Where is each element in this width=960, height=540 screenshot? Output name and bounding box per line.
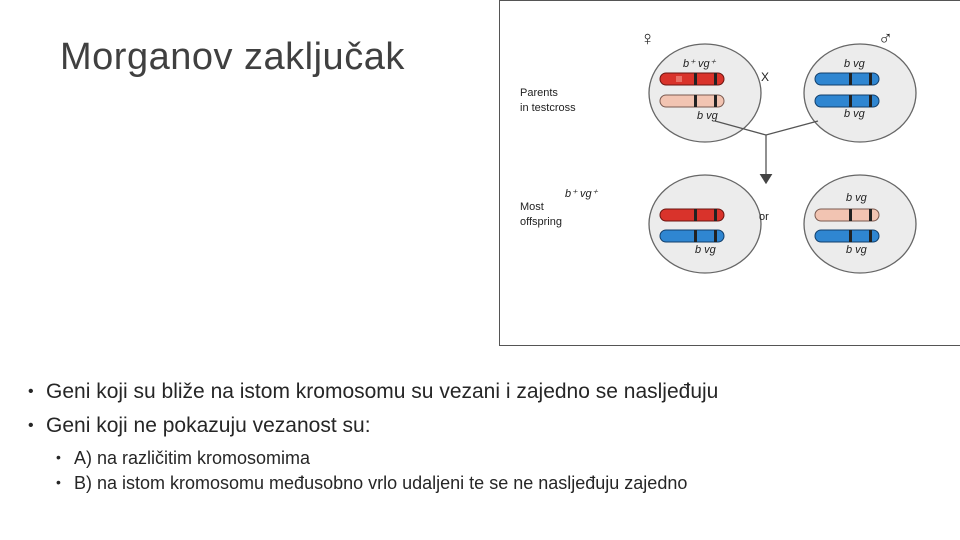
female-symbol: ♀: [640, 28, 655, 50]
testcross-diagram: [500, 1, 960, 347]
sub-bullet-item: [56, 448, 948, 469]
chromosome-female-red: [660, 73, 724, 85]
bullet-dot: •: [28, 383, 34, 400]
male-top-gene-label: b vg: [844, 58, 865, 70]
slide-title: Morganov zaključak: [60, 36, 405, 78]
cross-symbol: X: [761, 70, 770, 84]
female-top-gene-label: b⁺ vg⁺: [683, 58, 716, 70]
female-bottom-gene-label: b vg: [697, 110, 718, 122]
chromosome-offspring2-blue: [815, 230, 879, 242]
offspring-cell-2: [804, 175, 916, 273]
most-label: Most: [520, 201, 544, 213]
offspring2-top-gene-label: b vg: [846, 192, 867, 204]
chromosome-male-blue-2: [815, 95, 879, 107]
offspring-label: offspring: [520, 216, 562, 228]
parents-label: Parents: [520, 87, 558, 99]
sub-bullet-item: [56, 473, 948, 494]
male-symbol: ♂: [878, 28, 893, 50]
sub-bullet-text: A) na različitim kromosomima: [74, 448, 311, 468]
sub-bullet-text: B) na istom kromosomu međusobno vrlo udaljeni te se ne nasljeđuju zajedno: [74, 473, 688, 493]
bullet-text: Geni koji su bliže na istom kromosomu su vezani i zajedno se nasljeđuju: [46, 380, 719, 403]
chromosome-male-blue-1: [815, 73, 879, 85]
chromosome-offspring1-red: [660, 209, 724, 221]
bullet-item: [28, 414, 948, 438]
chromosome-female-pink: [660, 95, 724, 107]
bullet-list: [28, 380, 948, 498]
bullet-dot: •: [56, 474, 61, 490]
testcross-label: in testcross: [520, 102, 576, 114]
bullet-item: [28, 380, 948, 404]
offspring1-bottom-gene-label: b vg: [695, 244, 716, 256]
offspring2-bottom-gene-label: b vg: [846, 244, 867, 256]
offspring-cell-1: [649, 175, 761, 273]
male-bottom-gene-label: b vg: [844, 108, 865, 120]
bullet-dot: •: [28, 417, 34, 434]
offspring1-top-gene-label: b⁺ vg⁺: [565, 188, 598, 200]
or-label: or: [759, 211, 769, 223]
bullet-dot: •: [56, 449, 61, 465]
bullet-text: Geni koji ne pokazuju vezanost su:: [46, 414, 371, 437]
chromosome-offspring1-blue: [660, 230, 724, 242]
testcross-figure: [499, 0, 960, 346]
chromosome-offspring2-pink: [815, 209, 879, 221]
